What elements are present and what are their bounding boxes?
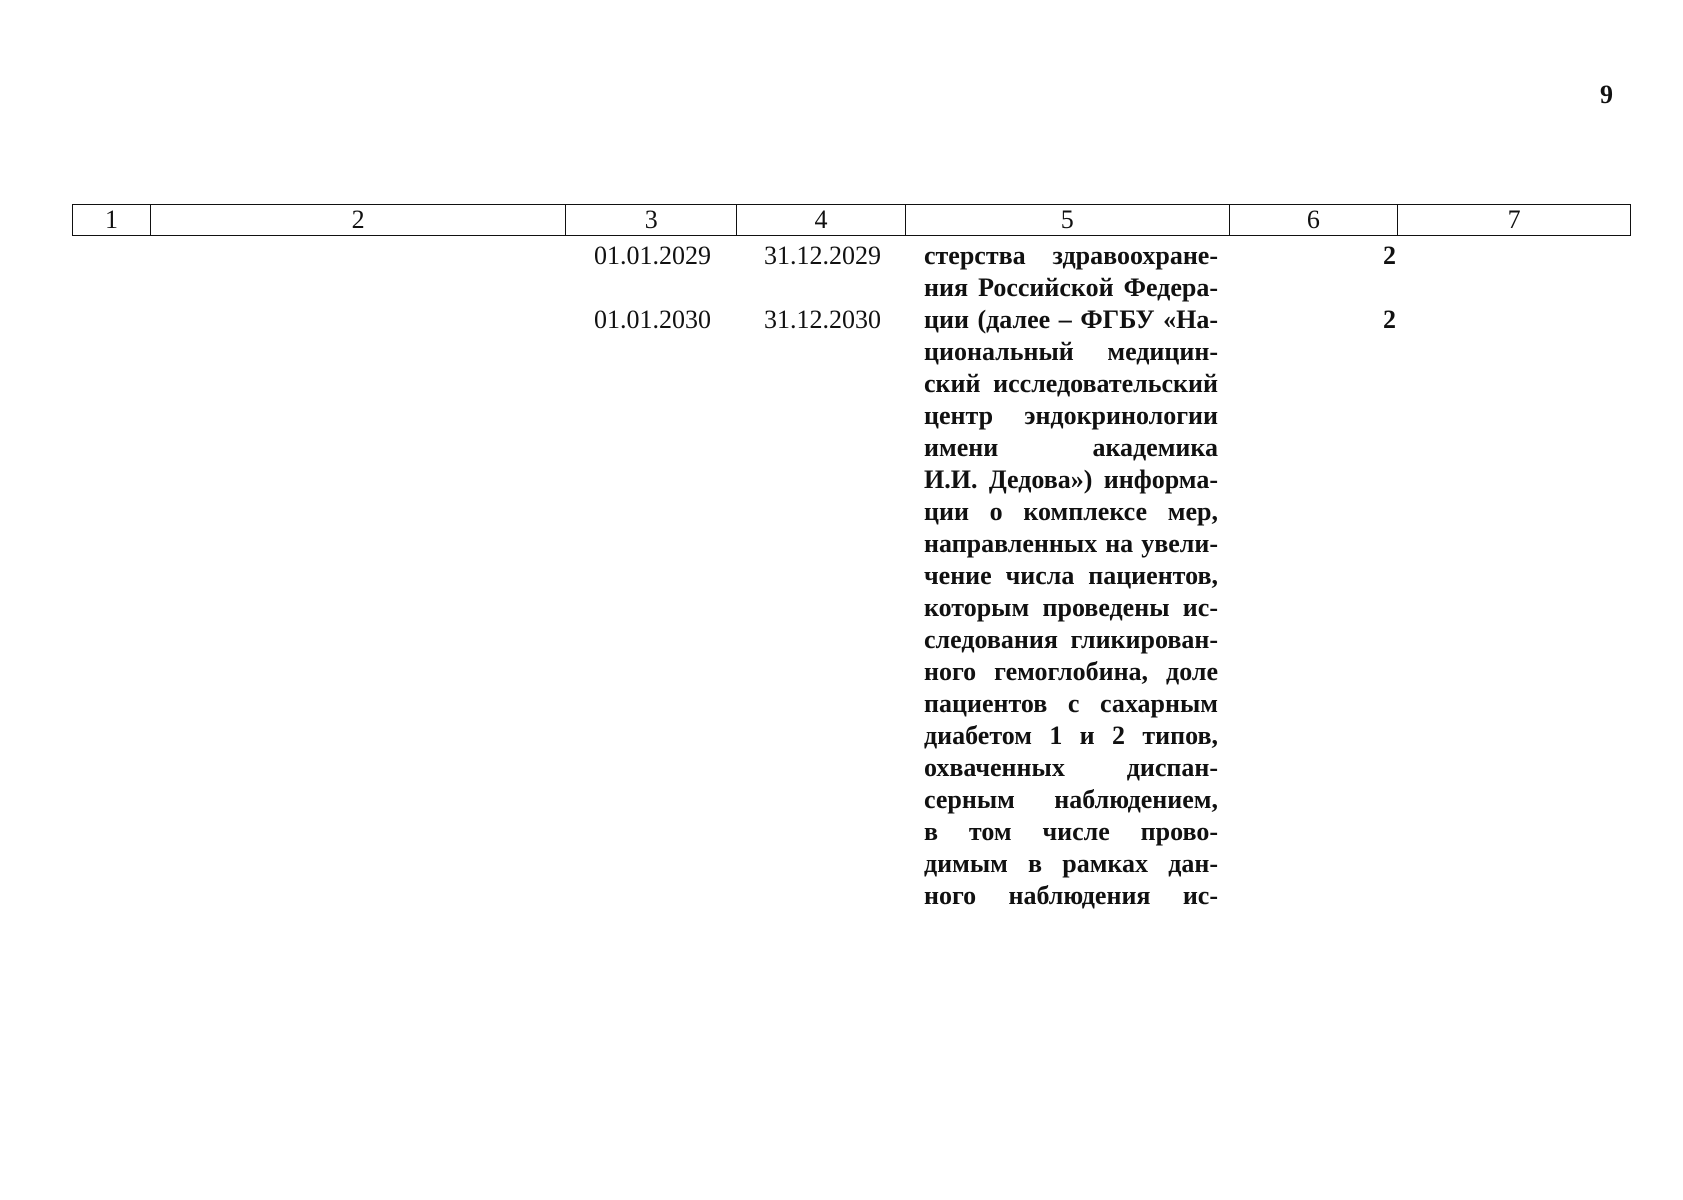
description-line: ния Российской Федера- xyxy=(924,273,1218,302)
description-line: имени академика xyxy=(924,433,1218,462)
column-header-3: 3 xyxy=(566,205,737,235)
description-line: ции о комплексе мер, xyxy=(924,497,1218,526)
description-line: ного гемоглобина, доле xyxy=(924,657,1218,686)
description-line: И.И. Дедова») информа- xyxy=(924,465,1218,494)
description-line: ции (далее – ФГБУ «На- xyxy=(924,305,1218,334)
value-cell: 2 xyxy=(1383,305,1396,334)
end-date-cell: 31.12.2029 xyxy=(764,241,881,270)
description-line: охваченных диспан- xyxy=(924,753,1218,782)
description-line: стерства здравоохране- xyxy=(924,241,1218,270)
end-date-cell: 31.12.2030 xyxy=(764,305,881,334)
column-header-4: 4 xyxy=(737,205,906,235)
description-line: направленных на увели- xyxy=(924,529,1218,558)
column-header-2: 2 xyxy=(151,205,566,235)
description-line: которым проведены ис- xyxy=(924,593,1218,622)
description-line: димым в рамках дан- xyxy=(924,849,1218,878)
table-header-row xyxy=(72,204,1631,236)
column-header-5: 5 xyxy=(906,205,1230,235)
start-date-cell: 01.01.2030 xyxy=(594,305,711,334)
description-line: чение числа пациентов, xyxy=(924,561,1218,590)
description-line: диабетом 1 и 2 типов, xyxy=(924,721,1218,750)
description-line: серным наблюдением, xyxy=(924,785,1218,814)
description-line: в том числе прово- xyxy=(924,817,1218,846)
description-line: следования гликирован- xyxy=(924,625,1218,654)
description-line: центр эндокринологии xyxy=(924,401,1218,430)
value-cell: 2 xyxy=(1383,241,1396,270)
description-line: циональный медицин- xyxy=(924,337,1218,366)
description-line: пациентов с сахарным xyxy=(924,689,1218,718)
column-header-1: 1 xyxy=(73,205,151,235)
start-date-cell: 01.01.2029 xyxy=(594,241,711,270)
column-header-7: 7 xyxy=(1507,205,1521,234)
column-header-6: 6 xyxy=(1230,205,1399,235)
description-cell xyxy=(924,240,1218,912)
description-line: ский исследовательский xyxy=(924,369,1218,398)
page-number: 9 xyxy=(1600,80,1613,109)
description-line: ного наблюдения ис- xyxy=(924,881,1218,910)
